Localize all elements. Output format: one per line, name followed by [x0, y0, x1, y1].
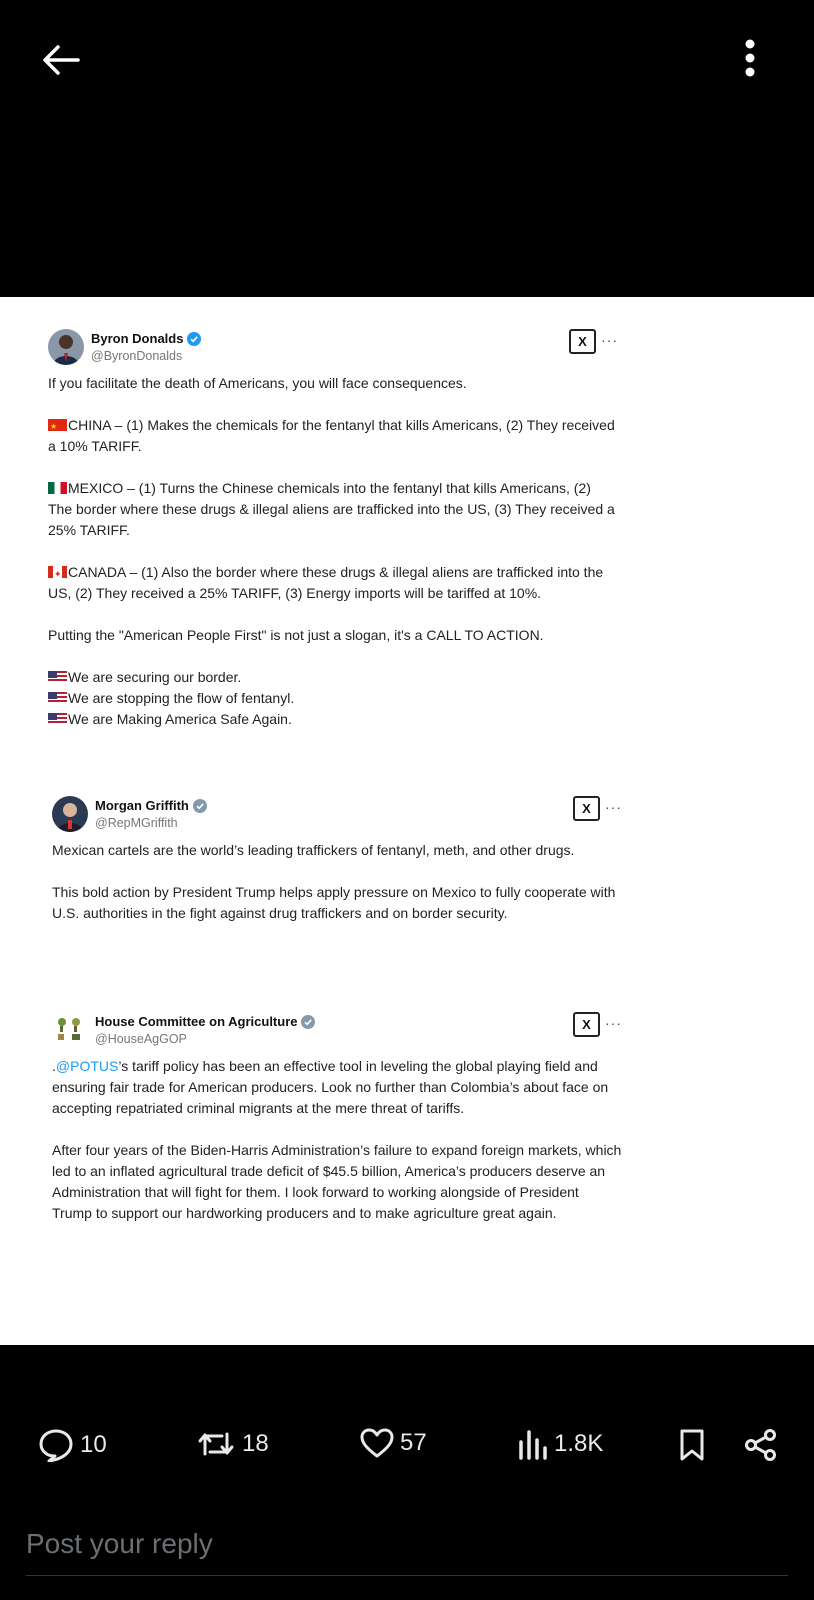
post-text: This bold action by President Trump helps apply pressure on Mexico to fully cooperate with U.S. authorities in the fight against drug traffickers and on border security.	[52, 884, 616, 921]
canada-flag-icon	[48, 566, 67, 578]
arrow-left-icon	[40, 42, 80, 78]
author-handle: @HouseAgGOP	[95, 1032, 187, 1046]
post-more-icon: ···	[605, 1015, 622, 1031]
lead-dot: .	[52, 1058, 56, 1074]
author-handle: @RepMGriffith	[95, 816, 178, 830]
bullet-text: We are securing our border.	[68, 669, 242, 685]
author-name: Byron Donalds	[91, 331, 184, 346]
x-logo-icon: X	[573, 796, 600, 821]
heart-icon	[360, 1428, 394, 1458]
repost-count: 18	[242, 1430, 269, 1457]
post-more-icon: ···	[601, 332, 618, 348]
canada-text: CANADA – (1) Also the border where these drugs & illegal aliens are trafficked into the US, (2) They received a 25% TARIFF, (3) Energy imports will be tariffed at 10%.	[48, 564, 604, 601]
post-text: Putting the "American People First" is not just a slogan, it's a CALL TO ACTION.	[48, 627, 544, 643]
us-flag-icon	[48, 713, 67, 725]
embedded-post-morgan-griffith	[52, 796, 622, 924]
repost-button[interactable]	[196, 1428, 269, 1460]
mexico-flag-icon	[48, 482, 67, 494]
post-more-icon: ···	[605, 799, 622, 815]
post-text: Mexican cartels are the world’s leading traffickers of fentanyl, meth, and other drugs.	[52, 842, 575, 858]
reply-button[interactable]	[38, 1428, 107, 1462]
view-count: 1.8K	[554, 1430, 604, 1457]
reply-count: 10	[80, 1431, 107, 1458]
more-vertical-icon	[744, 38, 756, 78]
bullet-item	[48, 667, 618, 688]
embedded-post-house-agriculture	[52, 1012, 622, 1224]
x-logo-icon: X	[569, 329, 596, 354]
verified-badge-icon	[187, 332, 201, 346]
bullet-item	[48, 709, 618, 730]
back-button[interactable]	[36, 38, 84, 82]
post-image[interactable]	[0, 297, 814, 1345]
bookmark-button[interactable]	[678, 1428, 706, 1462]
share-button[interactable]	[744, 1428, 778, 1462]
us-flag-icon	[48, 671, 67, 683]
verified-badge-icon	[193, 799, 207, 813]
post-text: If you facilitate the death of Americans, you will face consequences.	[48, 375, 467, 391]
verified-badge-icon	[301, 1015, 315, 1029]
views-button[interactable]	[518, 1428, 603, 1460]
post-text-china	[48, 415, 618, 457]
avatar	[52, 796, 88, 832]
top-bar	[0, 0, 814, 120]
avatar	[52, 1012, 88, 1048]
post-text: After four years of the Biden-Harris Administration’s failure to expand foreign markets, which led to an inflated agricultural trade deficit of $45.5 billion, America’s producers deserve an Administration that will fight for them. I look forward to working alongside of President Trump to support our hardworking producers and to make agriculture great again.	[52, 1142, 622, 1221]
bookmark-icon	[678, 1428, 706, 1462]
bullet-text: We are Making America Safe Again.	[68, 711, 292, 727]
bar-chart-icon	[518, 1428, 548, 1460]
post-text-mexico	[48, 478, 618, 541]
like-button[interactable]	[360, 1428, 427, 1458]
mention-link[interactable]: @POTUS	[55, 1058, 119, 1074]
reply-input[interactable]	[26, 1524, 788, 1576]
mexico-text: MEXICO – (1) Turns the Chinese chemicals into the fentanyl that kills Americans, (2) The border where these drugs & illegal aliens are trafficked into the US, (3) They received a 25% TARIFF.	[48, 480, 615, 538]
action-bar	[0, 1420, 814, 1470]
embedded-post-byron-donalds	[48, 329, 618, 730]
repost-icon	[196, 1428, 236, 1460]
us-flag-icon	[48, 692, 67, 704]
post-text	[52, 1056, 622, 1119]
bullet-text: We are stopping the flow of fentanyl.	[68, 690, 295, 706]
avatar	[48, 329, 84, 365]
comment-icon	[38, 1428, 74, 1462]
reply-placeholder: Post your reply	[26, 1528, 213, 1559]
post-header	[52, 796, 622, 840]
share-icon	[744, 1428, 778, 1462]
author-handle: @ByronDonalds	[91, 349, 183, 363]
post-text-canada	[48, 562, 618, 604]
author-name: Morgan Griffith	[95, 798, 189, 813]
post-text-rest: ’s tariff policy has been an effective tool in leveling the global playing field and ensuring fair trade for American producers. Look no further than Colombia’s about face on accepting repatriated criminal migrants at the mere threat of tariffs.	[52, 1058, 609, 1116]
post-header	[48, 329, 618, 373]
author-name: House Committee on Agriculture	[95, 1014, 298, 1029]
bullet-item	[48, 688, 618, 709]
x-logo-icon: X	[573, 1012, 600, 1037]
china-text: CHINA – (1) Makes the chemicals for the fentanyl that kills Americans, (2) They received a 10% TARIFF.	[48, 417, 615, 454]
like-count: 57	[400, 1429, 427, 1456]
post-header	[52, 1012, 622, 1056]
china-flag-icon	[48, 419, 67, 431]
more-options-button[interactable]	[730, 36, 770, 80]
